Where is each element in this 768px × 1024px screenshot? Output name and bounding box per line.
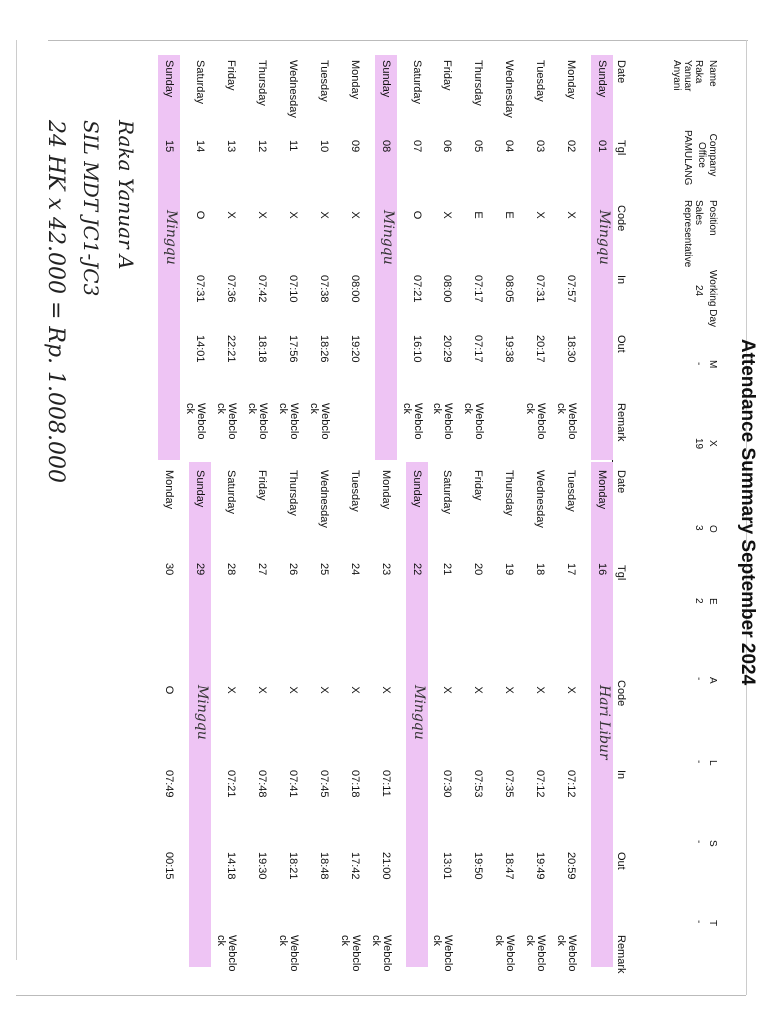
row-code: X [317,686,330,694]
row-out: 17:42 [348,852,361,880]
row-remark: Webclo ck [277,403,300,440]
row-in: 07:45 [317,770,330,798]
row-day: Sunday [596,60,608,98]
row-code: X [472,686,485,694]
row-tgl: 30 [163,563,176,576]
row-day: Saturday [441,470,454,515]
row-remark: Webclo ck [400,403,424,440]
col-header-code-right: Code [615,680,627,707]
row-out: 18:18 [256,335,269,363]
handwritten-holiday-mark: Mingqu [379,210,396,265]
row-day: Wednesday [287,60,299,118]
row-remark: Webclo ck [431,403,455,440]
row-out: 16:10 [410,335,423,363]
row-in: 07:21 [410,275,423,303]
col-header-out: Out [615,335,627,353]
row-day: Sunday [410,470,423,508]
row-day: Friday [472,470,485,501]
row-code: O [194,210,207,220]
row-in: 07:12 [534,770,547,798]
row-tgl: 05 [472,140,485,153]
row-day: Tuesday [565,470,578,512]
row-day: Friday [225,60,238,91]
row-remark: Webclo ck [369,935,393,972]
row-in: 07:11 [379,770,392,797]
row-code: X [379,686,392,694]
row-day: Thursday [503,470,516,516]
row-out: 18:48 [317,852,330,880]
position-label: Position [707,200,718,236]
e-value: 2 [693,598,704,604]
row-out: 18:26 [317,335,330,363]
row-remark: Webclo ck [524,403,548,440]
row-day: Tuesday [348,470,361,512]
row-tgl: 03 [534,140,547,153]
row-in: 07:38 [317,275,330,303]
a-value: - [693,677,704,681]
col-header-tgl-right: Tgl [615,565,627,581]
position-value: Sales Representative [682,200,704,268]
row-out: 18:21 [287,852,299,880]
row-code: E [472,211,485,219]
col-header-tgl: Tgl [615,140,627,156]
row-out: 00:15 [163,852,176,880]
row-code: X [287,686,299,694]
working-day-label: Working Day [707,270,718,328]
row-out: 14:18 [225,852,238,880]
handwritten-calculation: 24 HK x 42.000 = Rp. 1.008.000 [43,120,68,483]
row-tgl: 09 [348,140,361,153]
row-code: X [441,686,454,694]
row-out: 13:01 [441,852,454,880]
row-remark: Webclo ck [493,935,517,972]
row-tgl: 24 [348,563,361,576]
row-tgl: 11 [287,140,299,152]
col-header-in: In [615,275,627,285]
row-tgl: 28 [225,563,238,576]
row-tgl: 02 [565,140,578,153]
row-day: Tuesday [534,60,547,102]
o-label: O [707,525,718,533]
row-day: Wednesday [317,470,330,528]
row-out: 19:50 [472,852,485,880]
s-label: S [707,840,718,847]
row-remark: Webclo ck [524,935,548,972]
row-in: 07:36 [225,275,238,303]
row-day: Thursday [287,470,299,516]
row-out: 19:20 [348,335,361,363]
row-tgl: 25 [317,563,330,576]
row-tgl: 21 [441,563,454,576]
row-tgl: 01 [596,140,608,153]
row-code: X [565,686,578,694]
handwritten-holiday-mark: Mingqu [410,685,427,740]
row-remark: Webclo ck [431,935,455,972]
row-tgl: 14 [194,140,207,153]
row-remark: Webclo ck [462,403,486,440]
row-remark: Webclo ck [338,935,362,972]
row-code: E [503,211,516,219]
row-code: X [441,211,454,219]
row-in: 07:48 [256,770,269,798]
row-in: 07:42 [256,275,269,303]
row-tgl: 08 [379,140,392,153]
row-tgl: 13 [225,140,238,153]
l-label: L [707,760,718,766]
row-in: 07:18 [348,770,361,798]
row-out: 19:38 [503,335,516,363]
row-tgl: 27 [256,563,269,576]
col-header-date-right: Date [615,470,627,494]
row-code: X [534,686,547,694]
row-tgl: 04 [503,140,516,153]
handwritten-holiday-mark: Mingqu [596,210,612,265]
row-code: X [225,211,238,219]
row-in: 08:00 [441,275,454,303]
document-title: Attendance Summary September 2024 [737,338,758,686]
row-out: 07:17 [472,335,485,363]
row-in: 07:31 [194,275,207,303]
row-tgl: 23 [379,563,392,576]
t-label: T [707,920,718,927]
row-remark: Webclo ck [215,403,239,440]
m-value: - [693,362,704,366]
col-header-code: Code [615,205,627,232]
row-day: Sunday [194,470,207,508]
row-tgl: 29 [194,563,207,576]
handwritten-holiday-mark: Hari Libur [596,685,612,760]
row-code: X [503,686,516,694]
row-out: 20:29 [441,335,454,363]
handwritten-name: Raka Yanuar A [114,120,138,270]
row-in: 08:00 [348,275,361,303]
row-in: 07:30 [441,770,454,798]
row-day: Friday [441,60,454,91]
row-tgl: 22 [410,563,423,576]
company-office-value: PAMULANG [682,130,693,186]
row-out: 19:30 [256,852,269,880]
row-in: 07:12 [565,770,578,798]
row-remark: Webclo ck [277,935,300,972]
row-day: Monday [596,470,608,510]
row-in: 07:10 [287,275,299,303]
row-in: 07:57 [565,275,578,303]
row-in: 07:35 [503,770,516,798]
row-day: Monday [565,60,578,100]
row-in: 07:53 [472,770,485,798]
name-value: Raka Yanuar Anyani [671,60,704,92]
row-day: Sunday [379,60,392,98]
row-remark: Webclo ck [215,935,239,972]
col-header-date: Date [615,60,627,84]
m-label: M [707,360,718,369]
row-in: 07:21 [225,770,238,798]
col-header-out-right: Out [615,852,627,870]
row-day: Wednesday [503,60,516,118]
x-label: X [707,440,718,447]
row-code: X [225,686,238,694]
row-tgl: 26 [287,563,299,576]
company-office-label: Company Office [696,133,718,177]
row-remark: Webclo ck [555,403,579,440]
row-out: 20:59 [565,852,578,880]
row-out: 20:17 [534,335,547,363]
row-out: 14:01 [194,335,207,363]
row-day: Friday [256,470,269,501]
l-value: - [693,760,704,764]
row-out: 19:49 [534,852,547,880]
row-day: Thursday [256,60,269,106]
row-tgl: 06 [441,140,454,153]
row-code: X [256,686,269,694]
row-code: X [317,211,330,219]
row-tgl: 10 [317,140,330,153]
row-day: Monday [379,470,392,510]
row-day: Wednesday [534,470,547,528]
row-code: X [287,211,299,219]
row-in: 07:31 [534,275,547,303]
row-code: X [348,686,361,694]
row-tgl: 15 [163,140,176,153]
row-out: 18:47 [503,852,516,880]
col-header-remark: Remark [615,403,627,442]
row-remark: Webclo ck [307,403,331,440]
row-tgl: 17 [565,563,578,576]
s-value: - [693,840,704,844]
col-header-in-right: In [615,770,627,780]
row-day: Sunday [163,60,176,98]
row-tgl: 12 [256,140,269,153]
row-day: Tuesday [317,60,330,102]
row-in: 07:41 [287,770,299,798]
row-in: 08:05 [503,275,516,303]
row-out: 18:30 [565,335,578,363]
o-value: 3 [693,525,704,531]
row-out: 22:21 [225,335,238,363]
row-day: Saturday [225,470,238,515]
name-label: Name [707,60,718,87]
row-in: 07:49 [163,770,176,798]
row-day: Thursday [472,60,485,106]
handwritten-holiday-mark: Mingqu [194,685,211,740]
row-day: Monday [348,60,361,100]
handwritten-code: SIL MDT JC1-JC3 [79,120,103,297]
row-remark: Webclo ck [184,403,208,440]
row-code: X [348,211,361,219]
row-out: 17:56 [287,335,299,363]
row-remark: Webclo ck [246,403,270,440]
row-code: O [410,210,423,220]
row-code: X [565,211,578,219]
row-day: Monday [163,470,176,510]
working-day-value: 24 [693,285,704,297]
row-tgl: 16 [596,563,608,576]
row-code: X [256,211,269,219]
a-label: A [707,677,718,684]
row-tgl: 19 [503,563,516,576]
row-tgl: 20 [472,563,485,576]
t-value: - [693,920,704,924]
row-code: O [163,685,176,695]
row-day: Saturday [410,60,423,105]
x-value: 19 [693,438,704,450]
row-code: X [534,211,547,219]
row-in: 07:17 [472,275,485,303]
row-day: Saturday [194,60,207,105]
row-out: 21:00 [379,852,392,880]
row-tgl: 07 [410,140,423,153]
row-tgl: 18 [534,563,547,576]
handwritten-holiday-mark: Mingqu [163,210,180,265]
col-header-remark-right: Remark [615,935,627,974]
row-remark: Webclo ck [555,935,579,972]
e-label: E [707,598,718,605]
